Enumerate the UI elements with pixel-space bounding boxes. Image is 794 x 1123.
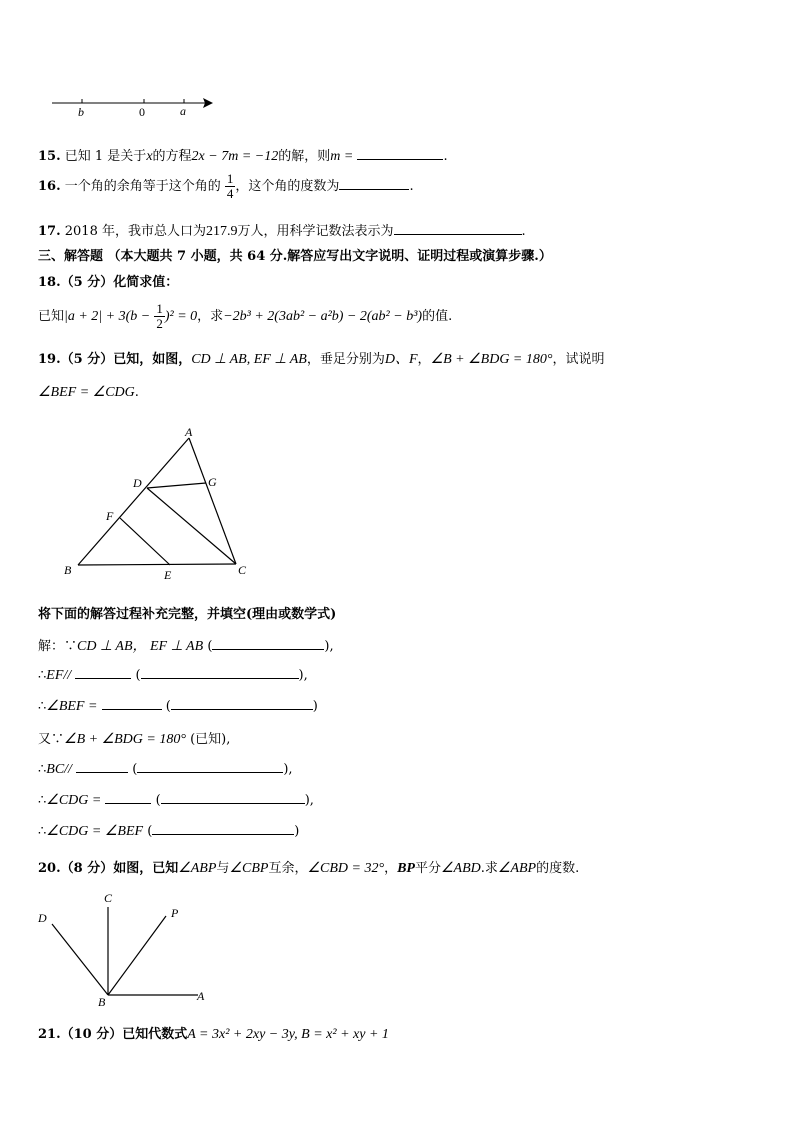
q20-text-3: ， [384,861,398,876]
question-19-header [38,348,605,368]
segment-DG [147,483,206,488]
q15-text-pre: 已知 1 是关于 [64,149,147,164]
q19-line2-close: ), [298,668,308,683]
q16-end: . [409,179,414,194]
q18-mid: ，求 [197,309,224,324]
q16-number: 16. [38,179,61,194]
q16-answer-blank[interactable] [339,177,409,190]
ray-BP [108,916,166,995]
point-label-G: G [208,475,217,489]
q19-line5-blank-b[interactable] [137,760,283,773]
q19-line5-close: ), [283,762,293,777]
question-16 [38,172,414,201]
q19-solution-line-7 [38,822,299,840]
q20-text-6: 的度数. [536,861,580,876]
segment-AC [189,438,236,564]
point-label-C: C [238,563,247,577]
q19-number: 19. [38,352,61,367]
number-line [50,92,220,122]
q19-line1-close: ), [324,639,334,654]
question-18-header [38,271,178,290]
q20-angle-cbd: ∠CBD = 32° [307,861,385,876]
q19-line1-math: CD ⊥ AB， EF ⊥ AB [77,639,204,654]
q19-line4-math: ∠B + ∠BDG = 180° [64,732,186,747]
q19-line7-blank[interactable] [152,822,294,835]
q15-number: 15. [38,149,61,164]
q19-line2-math: EF// [46,668,72,683]
question-17 [38,220,526,240]
q19-line3-blank-b[interactable] [171,697,313,710]
q20-angle-cbp: ∠CBP [229,861,269,876]
ray-BD [52,924,108,995]
q19-line3-pre: ∴ [38,699,47,714]
q19-line7-pre: ∴ [38,824,47,839]
label-b: b [78,105,84,119]
segment-FE [120,518,170,565]
q19-line3-blank-a[interactable] [102,697,162,710]
q15-equation: 2x − 7m = −12 [191,149,279,164]
q19-triangle-svg [58,424,258,584]
q19-solution-line-5 [38,760,293,778]
q20-text-1: 与 [216,861,230,876]
q20-score: （8 分）如图，已知 [60,861,179,876]
q15-answer-blank[interactable] [357,147,443,160]
q18-expression: −2b³ + 2(3ab² − a²b) − 2(ab² − b³) [223,309,423,324]
point-label-A: A [185,425,193,439]
q19-instructions: 将下面的解答过程补充完整，并填空(理由或数学式) [38,607,337,622]
q19-line7-math: ∠CDG = ∠BEF [46,824,144,839]
q19-line3-close: ) [312,699,318,714]
question-18-body [38,302,452,331]
number-line-svg [50,92,220,122]
point-label-F: F [106,509,114,523]
q20-angle-abp: ∠ABP [178,861,217,876]
point-label-D: D [133,476,142,490]
q15-answer-var: m = [330,149,354,164]
q20-text-2: 互余， [268,861,308,876]
q19-triangle-figure [58,424,258,584]
q17-answer-blank[interactable] [394,222,522,235]
q19-line4-tail: (已知), [190,732,231,747]
q18-number: 18. [38,275,61,290]
q18-condition-a: |a + 2| + 3(b − [64,309,151,324]
q21-score: （10 分）已知代数式 [60,1027,188,1042]
q19-line1-blank[interactable] [212,637,324,650]
fig20-label-A: A [197,989,205,1003]
q19-score: （5 分）已知，如图， [60,352,192,367]
q20-angle-abp-ask: ∠ABP [497,861,537,876]
q21-number: 21. [38,1027,61,1042]
label-a: a [180,104,186,118]
q17-text-1: 2018 年，我市总人口为 [64,224,206,239]
q18-pre: 已知 [38,309,65,324]
fig20-label-C: C [104,891,113,905]
q16-text-1: 一个角的余角等于这个角的 [64,179,221,194]
q21-expression: A = 3x² + 2xy − 3y, B = x² + xy + 1 [187,1027,389,1042]
q20-angle-svg [32,890,222,1010]
q16-fraction [225,172,236,201]
q17-end: . [521,224,526,239]
q20-number: 20. [38,861,61,876]
section-3-title: 三、解答题 （本大题共 7 小题，共 64 分.解答应写出文字说明、证明过程或演算步骤.） [38,249,552,264]
question-20-header [38,857,579,877]
q17-text-2: 万人，用科学记数法表示为 [237,224,394,239]
q19-line6-blank-a[interactable] [105,791,151,804]
q15-end: . [443,149,448,164]
q16-text-2: ，这个角的度数为 [235,179,340,194]
q19-line6-pre: ∴ [38,793,47,808]
q19-solution-line-2 [38,666,308,684]
q19-line3-math: ∠BEF = [46,699,98,714]
q20-text-5: .求 [480,861,498,876]
q20-angle-abd: ∠ABD [440,861,481,876]
q19-line6-close: ), [304,793,314,808]
q18-frac-num: 1 [156,301,163,316]
q19-line2-open: ( [135,668,141,683]
q20-text-4: 平分 [414,861,441,876]
q19-line2-pre: ∴ [38,668,47,683]
fig20-label-D: D [38,911,47,925]
q19-line1-pre: 解：∵ [38,639,78,654]
q19-line7-open: ( [147,824,153,839]
q19-points: D、F [384,352,418,367]
q19-solution-line-4 [38,728,230,748]
q19-text-1: ，垂足分别为 [306,352,385,367]
q19-prove-line [38,384,139,401]
q16-frac-num: 1 [226,171,234,186]
segment-DC [147,488,236,564]
q19-solution-line-1 [38,635,334,655]
q19-given: CD ⊥ AB, EF ⊥ AB [191,352,307,367]
q18-score: （5 分）化简求值： [60,275,179,290]
q19-line5-math: BC// [46,762,72,777]
q19-prove: ∠BEF = ∠CDG [38,385,135,400]
q20-bp: BP [397,861,415,876]
q19-line3-open: ( [165,699,171,714]
q19-prove-end: . [134,385,139,400]
q15-text-post: 的解，则 [278,149,331,164]
question-15 [38,145,448,165]
q17-value: 217.9 [205,224,238,239]
q19-text-3: ，试说明 [552,352,605,367]
q15-var: x [146,149,153,164]
q19-line2-blank-a[interactable] [75,666,131,679]
q18-fraction [154,302,165,331]
segment-BC [78,564,236,565]
q19-line6-open: ( [155,793,161,808]
q19-solution-line-3 [38,697,318,715]
point-label-B: B [64,563,72,577]
q19-line2-blank-b[interactable] [141,666,299,679]
q19-text-2: ， [417,352,431,367]
fig20-label-B: B [98,995,106,1009]
q19-line6-blank-b[interactable] [161,791,305,804]
q18-post: 的值. [422,309,453,324]
q15-text-mid: 的方程 [152,149,192,164]
q19-line1-open: ( [207,639,213,654]
q19-line5-pre: ∴ [38,762,47,777]
fig20-label-P: P [171,906,179,920]
q19-solution-line-6 [38,791,314,809]
point-label-E: E [164,568,172,582]
q19-line4-pre: 又∵ [38,732,65,747]
q19-line5-open: ( [132,762,138,777]
q19-line6-math: ∠CDG = [46,793,102,808]
segment-AB [78,438,189,565]
q20-angle-figure [32,890,222,1010]
q19-line7-close: ) [294,824,300,839]
q19-angle-condition: ∠B + ∠BDG = 180° [430,352,553,367]
label-0: 0 [139,105,145,119]
q16-frac-den: 4 [226,186,234,201]
q18-frac-den: 2 [156,316,163,331]
q17-number: 17. [38,224,61,239]
question-21 [38,1023,389,1043]
q18-condition-b: )² = 0 [164,309,198,324]
q19-line5-blank-a[interactable] [76,760,128,773]
